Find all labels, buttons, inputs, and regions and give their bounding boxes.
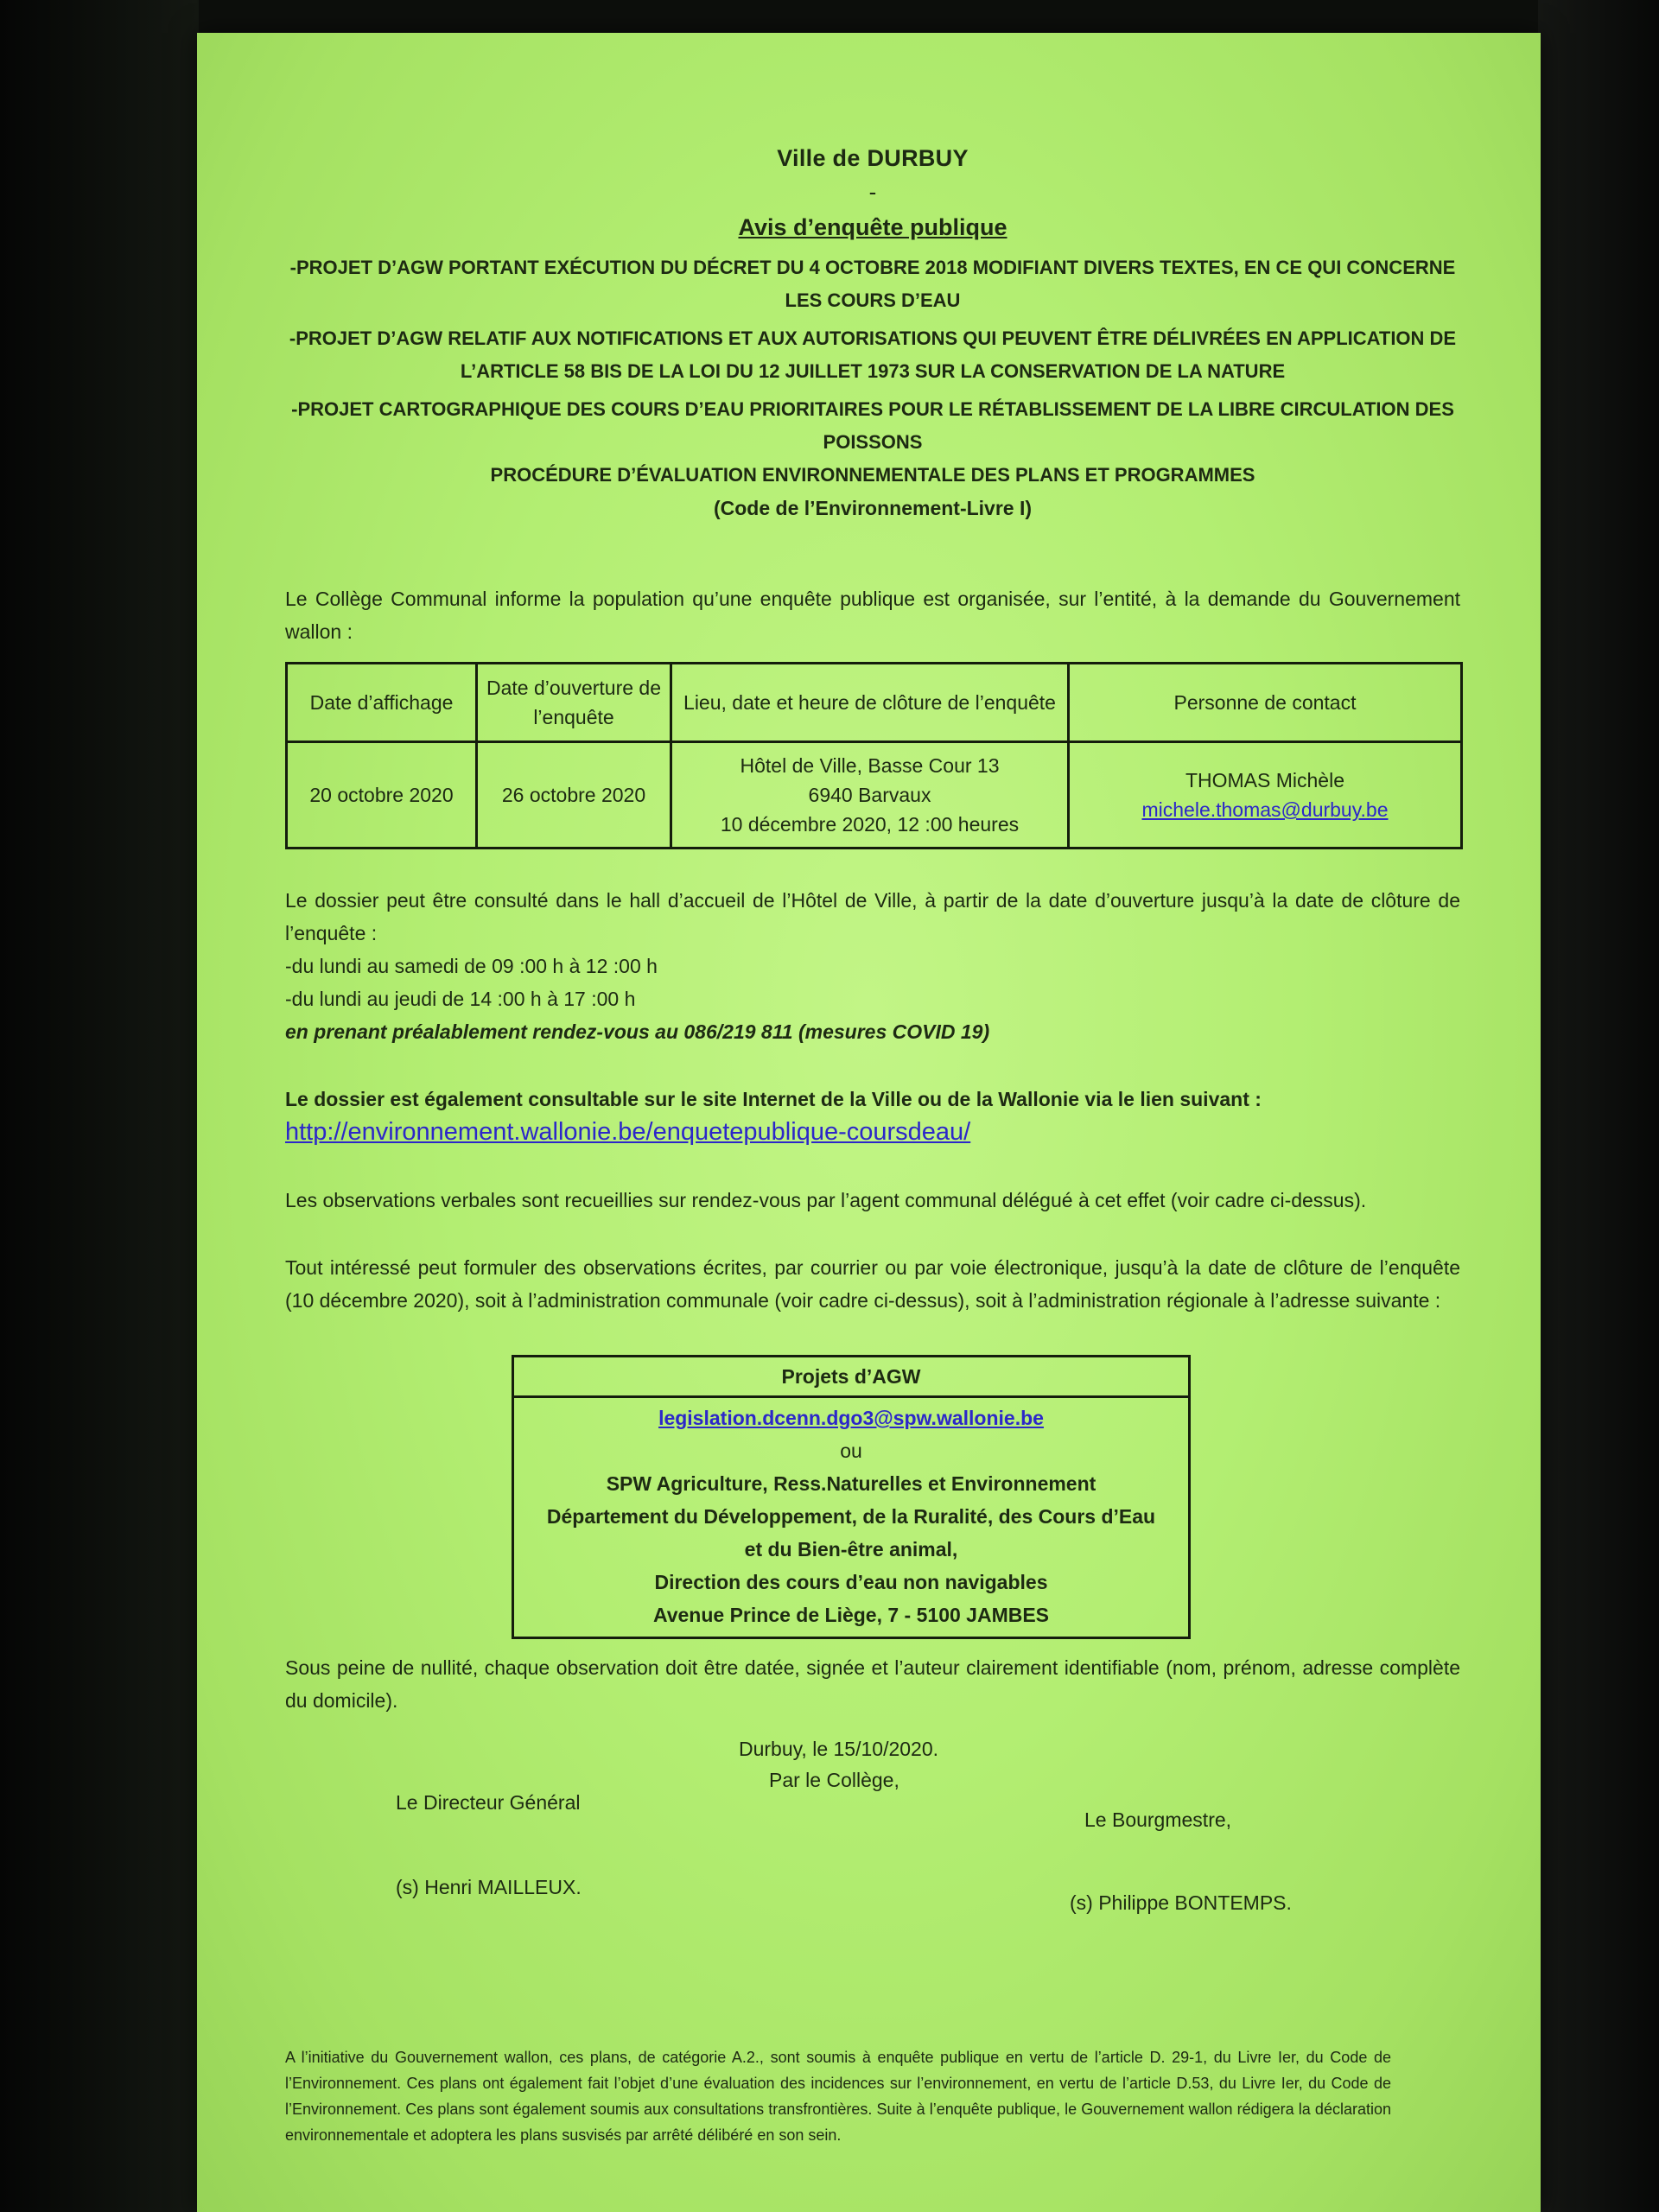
- dark-background-right: [1538, 0, 1659, 2212]
- intro-paragraph: Le Collège Communal informe la population qu’une enquête publique est organisée, sur l’entité, à la demande du Gouvernement wallon :: [285, 588, 1460, 643]
- header-lieu-cloture: Lieu, date et heure de clôture de l’enquête: [671, 664, 1069, 742]
- header-contact: Personne de contact: [1069, 664, 1462, 742]
- dark-background-left: [0, 0, 199, 2212]
- contact-box-line-4: Direction des cours d’eau non navigables: [654, 1571, 1048, 1593]
- regional-email-link[interactable]: legislation.dcenn.dgo3@spw.wallonie.be: [658, 1407, 1044, 1429]
- contact-box-header: Projets d’AGW: [514, 1357, 1188, 1398]
- title-separator: -: [868, 179, 877, 205]
- contact-box-line-1: SPW Agriculture, Ress.Naturelles et Environnement: [606, 1472, 1096, 1495]
- online-dossier-link[interactable]: http://environnement.wallonie.be/enquetepublique-coursdeau/: [285, 1118, 971, 1146]
- mayor-signature: (s) Philippe BONTEMPS.: [1070, 1891, 1292, 1914]
- consultation-hours-afternoon: -du lundi au jeudi de 14 :00 h à 17 :00 h: [285, 988, 636, 1010]
- header-date-affichage: Date d’affichage: [287, 664, 477, 742]
- regional-contact-box: [512, 1355, 1191, 1639]
- notice-subtitle: Avis d’enquête publique: [738, 214, 1007, 240]
- appointment-note: en prenant préalablement rendez-vous au 086/219 811 (mesures COVID 19): [285, 1020, 990, 1043]
- lieu-address: Hôtel de Ville, Basse Cour 13: [740, 754, 1000, 777]
- contact-box-or: ou: [840, 1440, 862, 1462]
- verbal-observations-paragraph: Les observations verbales sont recueillies sur rendez-vous par l’agent communal délégué à cet effet (voir cadre ci-dessus).: [285, 1189, 1367, 1211]
- header-date-ouverture: Date d’ouverture de l’enquête: [477, 664, 671, 742]
- contact-box-line-5: Avenue Prince de Liège, 7 - 5100 JAMBES: [652, 1604, 1050, 1626]
- cell-lieu-cloture: [671, 742, 1069, 849]
- cell-date-affichage: 20 octobre 2020: [287, 742, 477, 849]
- cell-contact: [1069, 742, 1462, 849]
- procedure-line: PROCÉDURE D’ÉVALUATION ENVIRONNEMENTALE DES PLANS ET PROGRAMMES: [490, 464, 1255, 486]
- consultation-hours-morning: -du lundi au samedi de 09 :00 h à 12 :00 h: [285, 955, 658, 977]
- director-signature: (s) Henri MAILLEUX.: [396, 1876, 582, 1898]
- notice-sheet: [197, 33, 1541, 2212]
- contact-email-link[interactable]: michele.thomas@durbuy.be: [1141, 798, 1389, 821]
- notice-content: [285, 145, 1460, 2144]
- by-college: Par le Collège,: [769, 1769, 899, 1791]
- mayor-title: Le Bourgmestre,: [1084, 1808, 1232, 1831]
- written-observations-paragraph: Tout intéressé peut formuler des observations écrites, par courrier ou par voie électronique, jusqu’à la date de clôture de l’enquête (10 décembre 2020), soit à l’administration communale (voir cadre ci-dessus), soit à l’administration régionale à l’adresse suivante :: [285, 1256, 1460, 1312]
- contact-box-body: [514, 1398, 1188, 1637]
- lieu-closing-date: 10 décembre 2020, 12 :00 heures: [720, 813, 1020, 836]
- lieu-postcode: 6940 Barvaux: [808, 784, 931, 806]
- online-link-line: [285, 1116, 1460, 1149]
- place-date: Durbuy, le 15/10/2020.: [739, 1738, 939, 1760]
- table-header-row: [287, 664, 1462, 742]
- project-3: -PROJET CARTOGRAPHIQUE DES COURS D’EAU PRIORITAIRES POUR LE RÉTABLISSEMENT DE LA LIBRE CIRCULATION DES POISSONS: [291, 398, 1454, 453]
- legal-footnote: A l’initiative du Gouvernement wallon, ces plans, de catégorie A.2., sont soumis à enquête publique en vertu de l’article D. 29-1, du Livre Ier, du Code de l’Environnement. Ces plans ont également fait l’objet d’une évaluation des incidences sur l’environnement, en vertu de l’article D.53, du Livre Ier, du Code de l’Environnement. Ces plans sont également soumis aux consultations transfrontières. Suite à l’enquête publique, le Gouvernement wallon rédigera la déclaration environnementale et adoptera les plans susvisés par arrêté délibéré en son sein.: [285, 2049, 1391, 2144]
- contact-box-line-2: Département du Développement, de la Ruralité, des Cours d’Eau: [546, 1505, 1156, 1528]
- contact-name: THOMAS Michèle: [1185, 769, 1345, 791]
- director-title: Le Directeur Général: [396, 1791, 581, 1814]
- nullity-paragraph: Sous peine de nullité, chaque observation doit être datée, signée et l’auteur clairement identifiable (nom, prénom, adresse complète du domicile).: [285, 1656, 1460, 1712]
- notice-title: Ville de DURBUY: [777, 145, 969, 171]
- cell-date-ouverture: 26 octobre 2020: [477, 742, 671, 849]
- online-paragraph: Le dossier est également consultable sur le site Internet de la Ville ou de la Wallonie via le lien suivant :: [285, 1088, 1262, 1110]
- consultation-paragraph: Le dossier peut être consulté dans le hall d’accueil de l’Hôtel de Ville, à partir de la date d’ouverture jusqu’à la date de clôture de l’enquête :: [285, 889, 1460, 944]
- contact-box-line-3: et du Bien-être animal,: [744, 1538, 958, 1560]
- signature-block: [285, 1738, 1460, 1997]
- table-row: [287, 742, 1462, 849]
- notice-header: [285, 145, 1460, 520]
- code-reference: (Code de l’Environnement-Livre I): [713, 497, 1033, 519]
- enquiry-table: [285, 662, 1463, 849]
- project-2: -PROJET D’AGW RELATIF AUX NOTIFICATIONS ET AUX AUTORISATIONS QUI PEUVENT ÊTRE DÉLIVRÉES EN APPLICATION DE L’ARTICLE 58 BIS DE LA LOI DU 12 JUILLET 1973 SUR LA CONSERVATION DE LA NATURE: [289, 327, 1457, 382]
- project-1: -PROJET D’AGW PORTANT EXÉCUTION DU DÉCRET DU 4 OCTOBRE 2018 MODIFIANT DIVERS TEXTES, EN CE QUI CONCERNE LES COURS D’EAU: [289, 257, 1456, 311]
